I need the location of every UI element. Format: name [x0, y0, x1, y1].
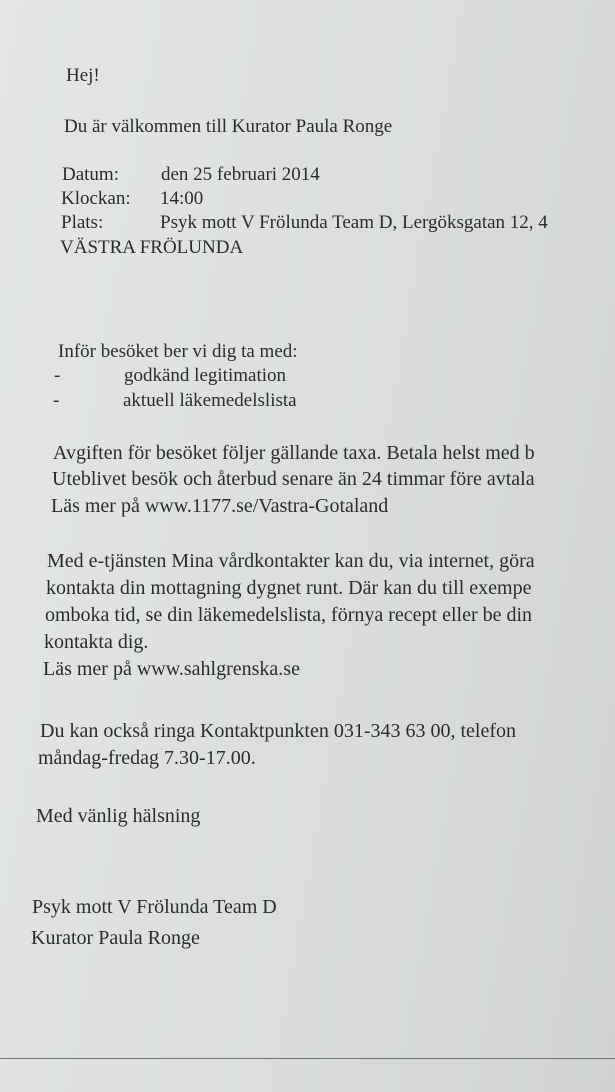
phone-line: Du kan också ringa Kontaktpunkten 031-343 63 00, telefon: [40, 720, 517, 742]
eservice-line: kontakta dig.: [44, 631, 149, 653]
intro-text: Du är välkommen till Kurator Paula Ronge: [64, 116, 393, 137]
place-label: Plats:: [61, 212, 104, 233]
place-city: VÄSTRA FRÖLUNDA: [60, 237, 244, 258]
date-value: den 25 februari 2014: [161, 164, 320, 185]
place-value: Psyk mott V Frölunda Team D, Lergöksgatan 12, 4: [160, 212, 548, 233]
fee-line: Avgiften för besöket följer gällande taxa. Betala helst med b: [53, 442, 535, 464]
place-row: [61, 211, 548, 235]
bring-item: [54, 364, 286, 388]
time-value: 14:00: [160, 188, 204, 209]
date-row: [62, 163, 320, 187]
signature-name: Kurator Paula Ronge: [31, 927, 200, 949]
closing: Med vänlig hälsning: [36, 805, 201, 827]
greeting: Hej!: [66, 65, 100, 86]
bullet: -: [53, 390, 60, 411]
bring-item-text: godkänd legitimation: [124, 365, 287, 386]
eservice-line: kontakta din mottagning dygnet runt. Där kan du till exempe: [46, 577, 532, 599]
date-label: Datum:: [62, 164, 119, 185]
bring-item: [53, 389, 297, 413]
time-label: Klockan:: [61, 188, 131, 209]
eservice-line: omboka tid, se din läkemedelslista, förnya recept eller be din: [45, 604, 533, 626]
eservice-link-line: Läs mer på www.sahlgrenska.se: [43, 658, 300, 680]
phone-line: måndag-fredag 7.30-17.00.: [38, 747, 256, 769]
bring-item-text: aktuell läkemedelslista: [123, 390, 297, 411]
fee-line: Uteblivet besök och återbud senare än 24 timmar före avtala: [52, 468, 535, 490]
fee-link-line: Läs mer på www.1177.se/Vastra-Gotaland: [51, 495, 389, 517]
page-edge-line: [0, 1058, 615, 1059]
bring-heading: Inför besöket ber vi dig ta med:: [58, 341, 298, 362]
bullet: -: [54, 365, 61, 386]
signature-unit: Psyk mott V Frölunda Team D: [32, 896, 277, 918]
time-row: [61, 187, 203, 211]
eservice-line: Med e-tjänsten Mina vårdkontakter kan du, via internet, göra: [47, 550, 535, 572]
